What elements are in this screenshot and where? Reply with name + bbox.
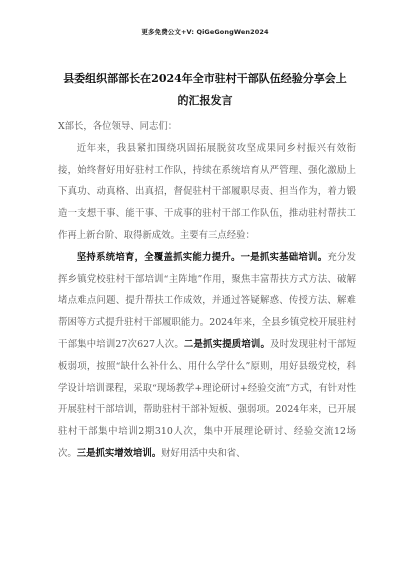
point-text-2: 及时发现驻村干部短板弱项，按照“缺什么补什么、用什么学什么”原则，用好县级党校，科学设计培训课程，采取“现场教学+理论研讨+经验交流”方式，有针对性开展驻村干部培训，帮助驻村干部补短板、强弱项。2024年来，已开展驻村干部集中培训2期310人次，集中开展理论研讨、经验交流12场次。 <box>58 338 356 459</box>
point-heading-1: 一是抓实基础培训。 <box>240 251 328 263</box>
point-heading-2: 二是抓实提质培训。 <box>183 338 271 350</box>
document-title: 县委组织部部长在2024年全市驻村干部队伍经验分享会上的汇报发言 <box>63 72 347 107</box>
point-text-3: 财好用活中央和省、 <box>161 447 246 459</box>
paragraph-training <box>58 247 356 465</box>
section-heading: 坚持系统培育，全覆盖抓实能力提升。 <box>76 251 241 263</box>
header-note: 更多免费公文+V: QiGeGongWen2024 <box>141 28 269 36</box>
document-body <box>58 116 356 465</box>
salutation: X部长，各位领导、同志们： <box>58 121 178 132</box>
point-heading-3: 三是抓实增效培训。 <box>76 447 162 459</box>
paragraph-intro: 近年来，我县紧扣围绕巩固拓展脱贫攻坚成果同乡村振兴有效衔接，始终督好用好驻村工作队，持续在系统培育从严管理、强化激励上下真功、动真格、出真招，督促驻村干部履职尽责、担当作为，着力锻造一支想干事、能干事、干成事的驻村干部工作队伍，推动驻村帮扶工作再上新台阶、取得新成效。主要有三点经验： <box>58 142 356 241</box>
point-text-1: 充分发挥乡镇党校驻村干部培训“主阵地”作用，聚焦丰富帮扶方式方法、破解堵点难点问题、提升帮扶工作成效，并通过答疑解惑、传授方法、解难帮困等方式提升驻村干部履职能力。2024年来，全县乡镇党校开展驻村干部集中培训27次627人次。 <box>58 251 356 350</box>
